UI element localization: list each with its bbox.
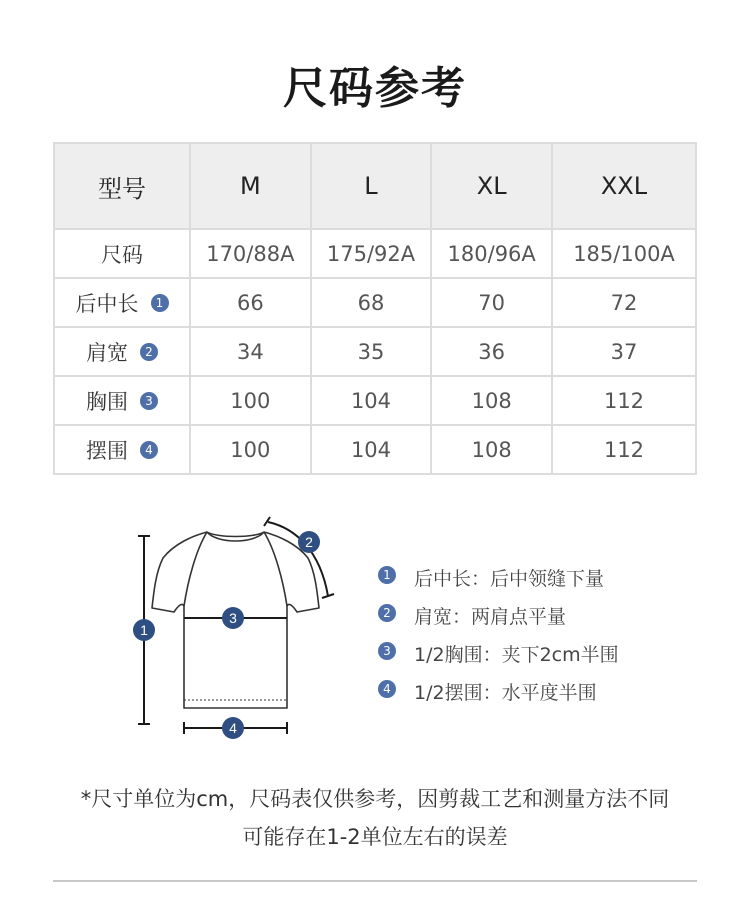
table-cell: 112 [552,376,696,425]
marker-4 [222,717,244,739]
marker-badge: 2 [140,343,158,361]
table-row [54,229,696,278]
marker-badge: 3 [378,642,396,660]
legend-text: 肩宽：两肩点平量 [414,605,567,628]
table-cell: 112 [552,425,696,474]
marker-badge: 4 [140,441,158,459]
legend-item [378,634,619,672]
row-label-text: 胸围 [86,389,128,414]
marker-badge: 1 [151,294,169,312]
table-cell: 104 [311,376,432,425]
table-row [54,376,696,425]
row-label [54,278,190,327]
row-label-text: 尺码 [101,242,143,267]
table-cell: 185/100A [552,229,696,278]
header-cell: XXL [552,143,696,229]
legend-item [378,672,619,710]
table-cell: 68 [311,278,432,327]
marker-1 [133,619,155,641]
table-cell: 70 [431,278,552,327]
marker-badge: 2 [378,604,396,622]
bottom-divider [53,880,697,882]
row-label [54,229,190,278]
table-cell: 72 [552,278,696,327]
marker-badge: 4 [378,680,396,698]
row-label [54,327,190,376]
header-cell: M [190,143,311,229]
legend-item [378,558,619,596]
table-cell: 36 [431,327,552,376]
row-label-text: 后中长 [75,291,139,316]
header-cell: L [311,143,432,229]
marker-4-label: 4 [229,720,237,736]
table-cell: 100 [190,376,311,425]
table-cell: 108 [431,425,552,474]
marker-3-label: 3 [229,610,237,626]
table-cell: 170/88A [190,229,311,278]
marker-badge: 1 [378,566,396,584]
row-label-text: 肩宽 [86,340,128,365]
table-cell: 35 [311,327,432,376]
table-row [54,425,696,474]
page-title: 尺码参考 [283,63,467,114]
legend-text: 1/2摆围：水平度半围 [414,681,597,704]
table-row [54,278,696,327]
header-cell: XL [431,143,552,229]
table-cell: 66 [190,278,311,327]
marker-2 [298,531,320,553]
table-cell: 175/92A [311,229,432,278]
size-table [53,142,697,475]
marker-3 [222,607,244,629]
table-cell: 100 [190,425,311,474]
table-cell: 34 [190,327,311,376]
table-cell: 104 [311,425,432,474]
legend-text: 后中长：后中领缝下量 [414,567,605,590]
row-label [54,425,190,474]
table-cell: 37 [552,327,696,376]
table-cell: 180/96A [431,229,552,278]
disclaimer-note [0,780,750,856]
marker-badge: 3 [140,392,158,410]
measurement-legend [378,558,619,710]
marker-1-label: 1 [140,622,148,638]
legend-item [378,596,619,634]
table-header-row [54,143,696,229]
tshirt-diagram [130,510,360,745]
header-cell: 型号 [54,143,190,229]
row-label-text: 摆围 [86,438,128,463]
disclaimer-line-2: 可能存在1-2单位左右的误差 [242,825,508,849]
legend-text: 1/2胸围：夹下2cm半围 [414,643,619,666]
disclaimer-line-1: *尺寸单位为cm，尺码表仅供参考，因剪裁工艺和测量方法不同 [80,787,670,811]
marker-2-label: 2 [305,534,313,550]
row-label [54,376,190,425]
table-row [54,327,696,376]
table-cell: 108 [431,376,552,425]
